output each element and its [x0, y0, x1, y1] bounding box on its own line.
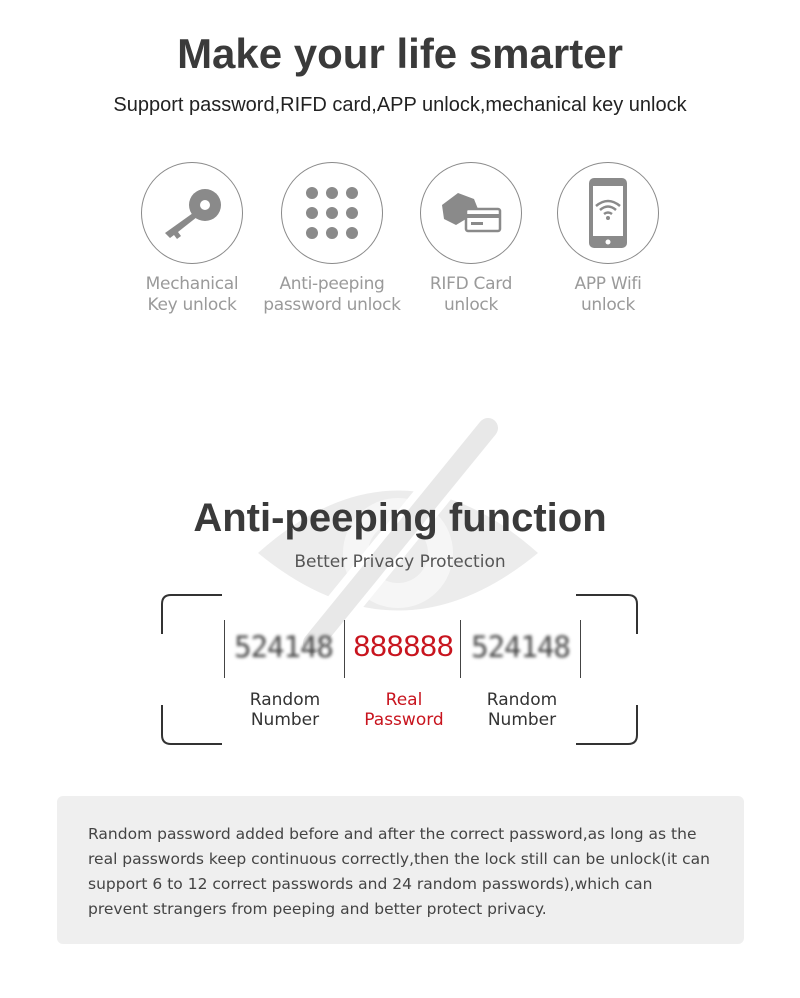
caption-real-password: Real Password	[364, 690, 444, 730]
random-digits-left: 524148	[234, 630, 333, 664]
caption-random-left: Random Number	[249, 690, 321, 730]
feature-label: Anti-peeping password unlock	[263, 274, 401, 315]
random-digits-right: 524148	[471, 630, 570, 664]
feature-label: APP Wifi unlock	[574, 274, 642, 315]
description-text: Random password added before and after the correct password,as long as the real passwords keep continuous correctly,then the lock still can be unlock(it can support 6 to 12 correct passwords and 24 random passwords),which can prevent strangers from peeping and better protect privacy.	[88, 825, 710, 918]
page-subtitle: Support password,RIFD card,APP unlock,mechanical key unlock	[113, 94, 687, 116]
description-panel	[57, 796, 744, 944]
digit-separator	[224, 620, 225, 678]
digit-separator	[580, 620, 581, 678]
caption-random-right: Random Number	[486, 690, 558, 730]
page-title: Make your life smarter	[177, 30, 623, 77]
section-subtitle: Better Privacy Protection	[294, 552, 506, 572]
feature-label: RIFD Card unlock	[429, 274, 513, 315]
section-title: Anti-peeping function	[193, 496, 607, 540]
feature-label: Mechanical Key unlock	[145, 274, 239, 315]
real-password-digits: 888888	[353, 630, 454, 663]
digit-separator	[344, 620, 345, 678]
